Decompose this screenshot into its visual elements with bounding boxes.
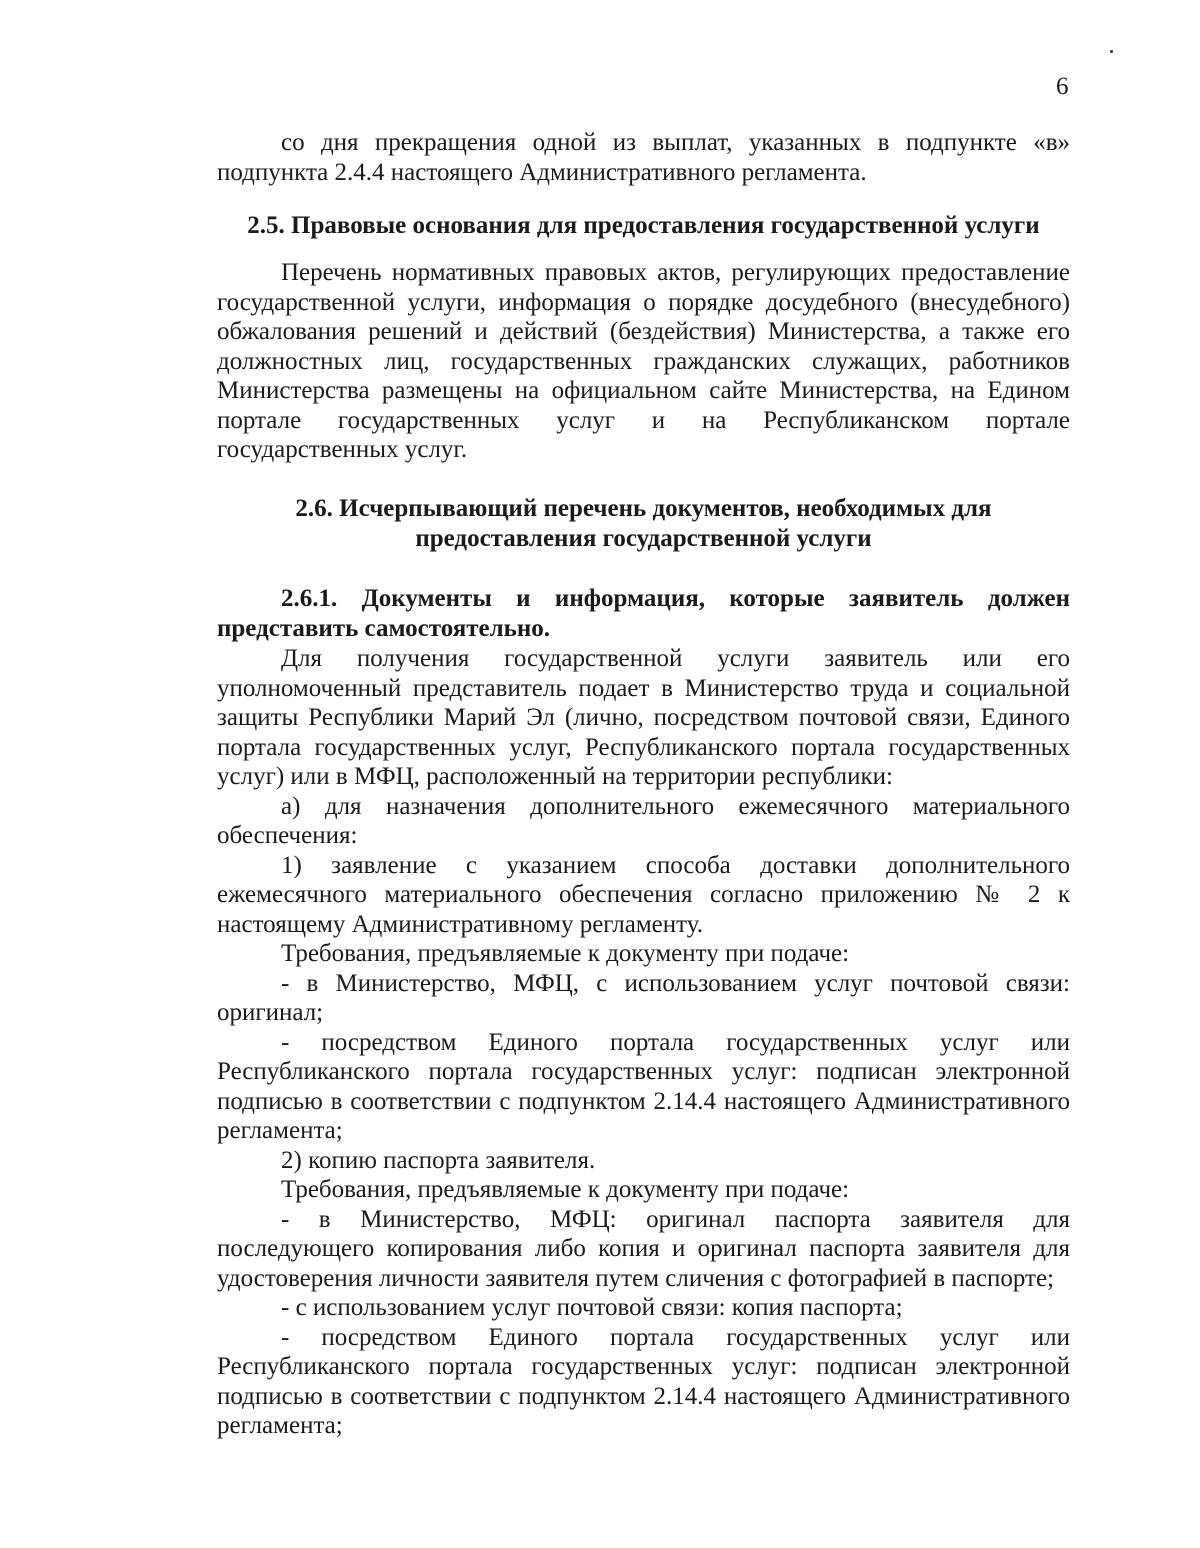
section-2-5-body-block — [217, 258, 1070, 465]
paragraph-apply: Для получения государственной услуги заявитель или его уполномоченный представитель подает в Министерство труда и социальной защиты Республики Марий Эл (лично, посредством почтовой связи, Единого портала государственных услуг, Республиканского портала государственных услуг) или в МФЦ, расположенный на территории республики: — [217, 645, 1070, 790]
section-2-5-paragraph: Перечень нормативных правовых актов, регулирующих предоставление государственной услуги, информация о порядке досудебного (внесудебного) обжалования решений и действий (бездействия) Министерства, а также его должностных лиц, государственных гражданских служащих, работников Министерства размещены на официальном сайте Министерства, на Едином портале государственных услуг и на Республиканском портале государственных услуг. — [217, 259, 1070, 463]
requirements-1-ministry: - в Министерство, МФЦ, с использованием услуг почтовой связи: оригинал; — [217, 969, 1070, 1026]
section-2-5-heading-block — [217, 211, 1070, 241]
section-2-6-heading-line2: предоставления государственной услуги — [415, 525, 872, 552]
requirements-2-post: - с использованием услуг почтовой связи: копия паспорта; — [281, 1294, 903, 1321]
section-2-6-heading-line1: 2.6. Исчерпывающий перечень документов, необходимых для — [295, 495, 992, 522]
paragraph-intro: со дня прекращения одной из выплат, указанных в подпункте «в» подпункта 2.4.4 настоящего Административного регламента. — [217, 129, 1070, 186]
page-number: 6 — [1056, 73, 1069, 100]
section-2-6-body-block — [217, 584, 1070, 1441]
requirements-2-ministry: - в Министерство, МФЦ: оригинал паспорта заявителя для последующего копирования либо копия и оригинал паспорта заявителя для удостоверения личности заявителя путем сличения с фотографией в паспорте; — [217, 1205, 1070, 1292]
item-2: 2) копию паспорта заявителя. — [281, 1146, 596, 1174]
paragraph-intro-block — [217, 128, 1070, 187]
item-1: 1) заявление с указанием способа доставки дополнительного ежемесячного материального обеспечения согласно приложению № 2 к настоящему Административному регламенту. — [217, 851, 1070, 938]
section-2-5-heading: 2.5. Правовые основания для предоставления государственной услуги — [247, 212, 1040, 239]
section-2-6-heading-block — [217, 494, 1070, 554]
requirements-1-title: Требования, предъявляемые к документу при подаче: — [281, 940, 850, 967]
requirements-1-portal: - посредством Единого портала государственных услуг или Республиканского портала государственных услуг: подписан электронной подписью в соответствии с подпунктом 2.14.4 настоящего Административного регламента; — [217, 1028, 1070, 1144]
item-a: а) для назначения дополнительного ежемесячного материального обеспечения: — [217, 792, 1070, 849]
scan-dot — [1110, 50, 1113, 53]
requirements-2-portal: - посредством Единого портала государственных услуг или Республиканского портала государственных услуг: подписан электронной подписью в соответствии с подпунктом 2.14.4 настоящего Административного регламента; — [217, 1323, 1070, 1439]
section-2-6-1-heading: 2.6.1. Документы и информация, которые заявитель должен представить самостоятельно. — [217, 585, 1070, 642]
requirements-2-title: Требования, предъявляемые к документу при подаче: — [281, 1176, 850, 1203]
